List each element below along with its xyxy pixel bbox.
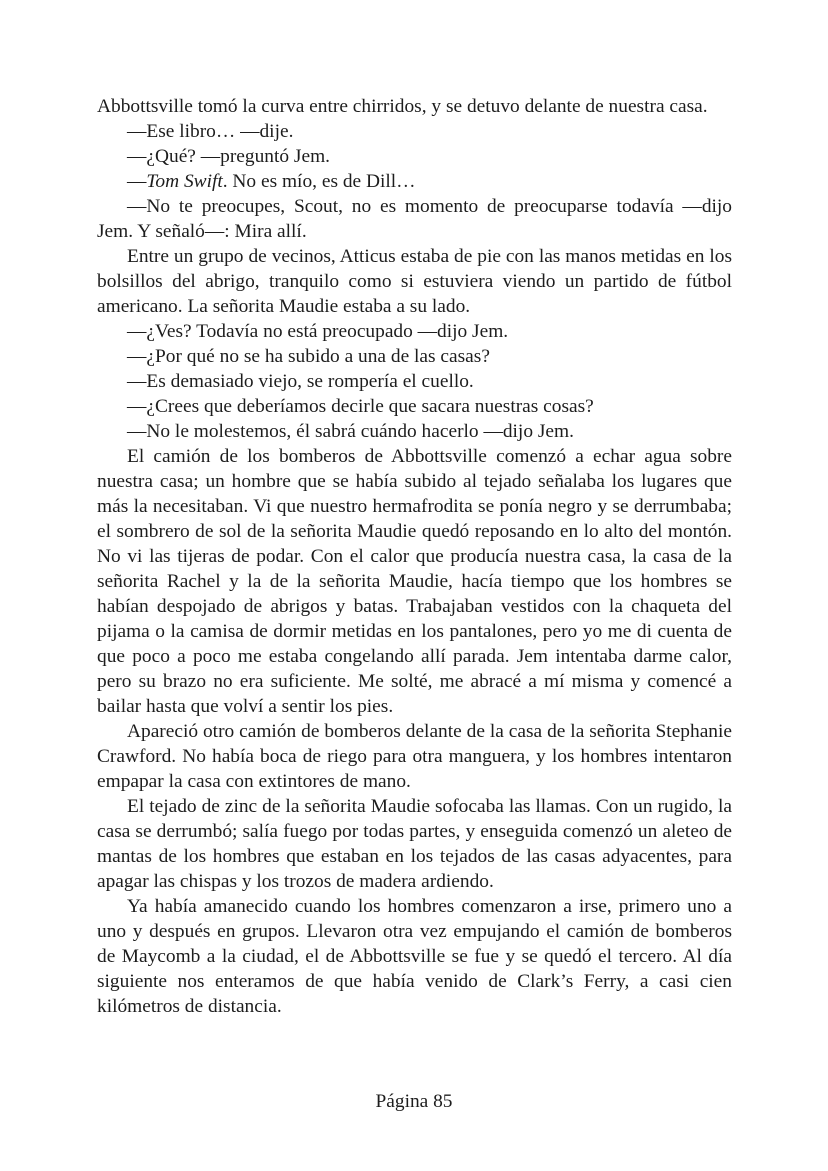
paragraph (97, 444, 732, 719)
paragraph (97, 894, 732, 1019)
paragraph (97, 94, 732, 119)
paragraph (97, 344, 732, 369)
paragraph (97, 244, 732, 319)
text-segment: —¿Ves? Todavía no está preocupado —dijo Jem. (127, 321, 509, 342)
paragraph (97, 394, 732, 419)
page-footer (0, 1089, 828, 1114)
text-segment: El tejado de zinc de la señorita Maudie sofocaba las llamas. Con un rugido, la casa se derrumbó; salía fuego por todas partes, y enseguida comenzó un aleteo de mantas de los hombres que estaban en los tejados de las casas adyacentes, para apagar las chispas y los trozos de madera ardiendo. (97, 796, 732, 892)
text-segment: — (127, 171, 147, 192)
italic-text-segment: Tom Swift (146, 171, 223, 192)
text-segment: —¿Qué? —preguntó Jem. (127, 146, 331, 167)
text-segment: —Ese libro… —dije. (127, 121, 294, 142)
text-segment: Apareció otro camión de bomberos delante de la casa de la señorita Stephanie Crawford. No había boca de riego para otra manguera, y los hombres intentaron empapar la casa con extintores de mano. (97, 721, 732, 792)
text-segment: El camión de los bomberos de Abbottsville comenzó a echar agua sobre nuestra casa; un hombre que se había subido al tejado señalaba los lugares que más la necesitaban. Vi que nuestro hermafrodita se ponía negro y se derrumbaba; el sombrero de sol de la señorita Maudie quedó reposando en lo alto del montón. No vi las tijeras de podar. Con el calor que producía nuestra casa, la casa de la señorita Rachel y la de la señorita Maudie, hacía tiempo que los hombres se habían despojado de abrigos y batas. Trabajaban vestidos con la chaqueta del pijama o la camisa de dormir metidas en los pantalones, pero yo me di cuenta de que poco a poco me estaba congelando allí parada. Jem intentaba darme calor, pero su brazo no era suficiente. Me solté, me abracé a mí misma y comencé a bailar hasta que volví a sentir los pies. (97, 446, 732, 717)
paragraph (97, 144, 732, 169)
paragraph (97, 194, 732, 244)
text-segment: Entre un grupo de vecinos, Atticus estaba de pie con las manos metidas en los bolsillos del abrigo, tranquilo como si estuviera viendo un partido de fútbol americano. La señorita Maudie estaba a su lado. (97, 246, 732, 317)
paragraph (97, 119, 732, 144)
text-segment: Ya había amanecido cuando los hombres comenzaron a irse, primero uno a uno y después en grupos. Llevaron otra vez empujando el camión de bomberos de Maycomb a la ciudad, el de Abbottsville se fue y se quedó el tercero. Al día siguiente nos enteramos de que había venido de Clark’s Ferry, a casi cien kilómetros de distancia. (97, 896, 732, 1017)
text-segment: —¿Crees que deberíamos decirle que sacara nuestras cosas? (127, 396, 594, 417)
paragraph (97, 369, 732, 394)
paragraph (97, 419, 732, 444)
text-segment: —No le molestemos, él sabrá cuándo hacerlo —dijo Jem. (127, 421, 574, 442)
paragraph (97, 319, 732, 344)
page-number: Página 85 (375, 1091, 453, 1112)
paragraph (97, 794, 732, 894)
text-block (97, 94, 732, 1019)
text-segment: —¿Por qué no se ha subido a una de las casas? (127, 346, 490, 367)
text-segment: —No te preocupes, Scout, no es momento de preocuparse todavía —dijo Jem. Y señaló—: Mira allí. (97, 196, 732, 242)
text-segment: . No es mío, es de Dill… (222, 171, 416, 192)
text-segment: Abbottsville tomó la curva entre chirridos, y se detuvo delante de nuestra casa. (97, 96, 708, 117)
text-segment: —Es demasiado viejo, se rompería el cuello. (127, 371, 474, 392)
paragraph (97, 719, 732, 794)
paragraph (97, 169, 732, 194)
